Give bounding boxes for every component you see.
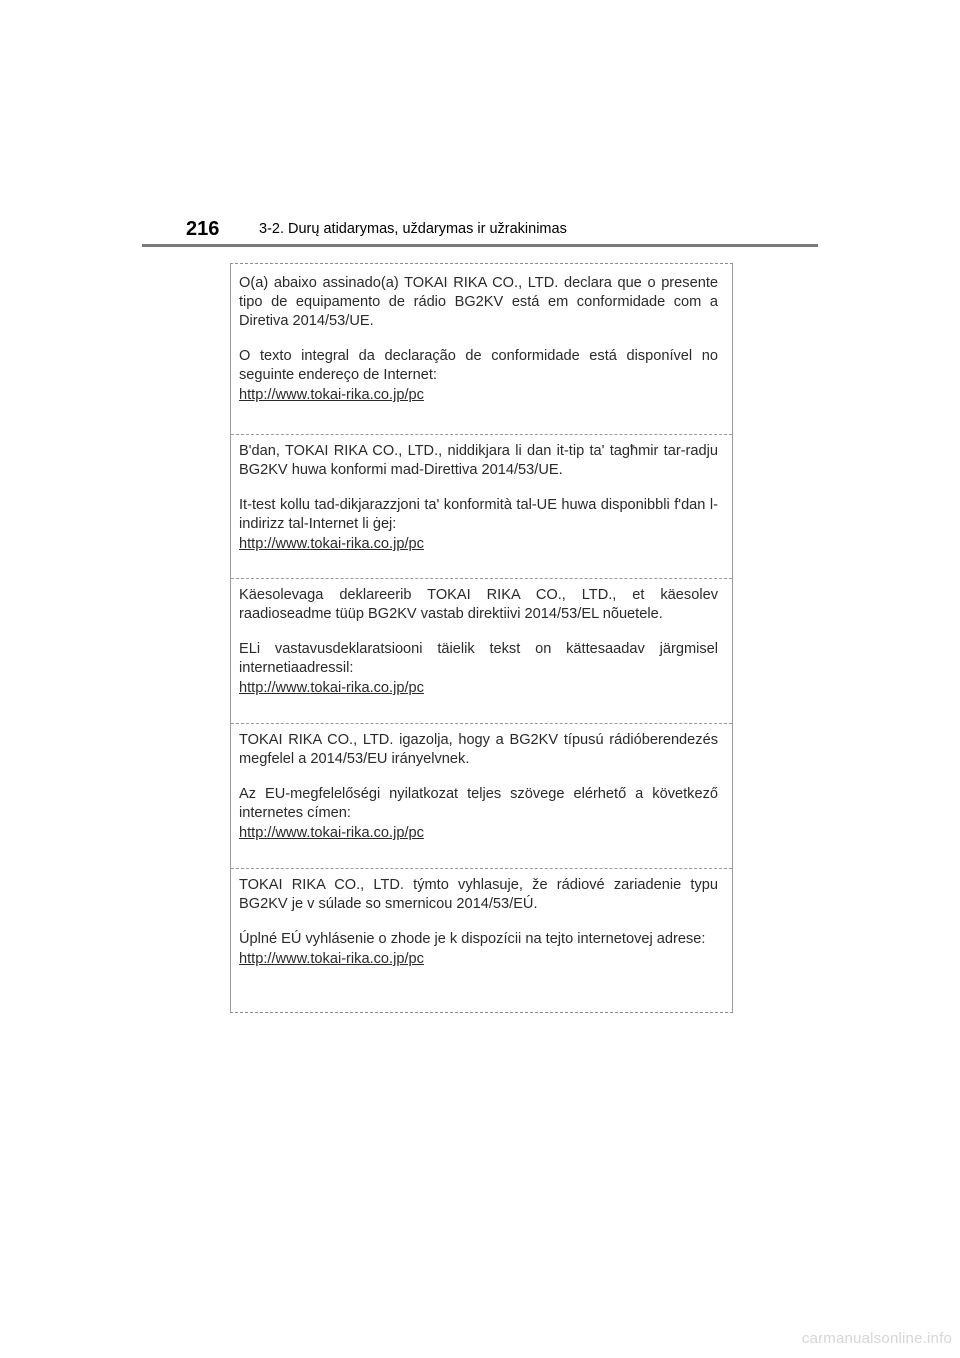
declaration-statement: B'dan, TOKAI RIKA CO., LTD., niddikjara li dan it-tip ta' tagħmir tar-radju BG2KV huwa konformi mad-Direttiva 2014/53/UE. xyxy=(239,443,718,478)
declaration-availability: It-test kollu tad-dikjarazzjoni ta' konformità tal-UE huwa disponibbli f'dan l-indirizz tal-Internet li ġej: xyxy=(239,497,718,532)
declaration-link[interactable]: http://www.tokai-rika.co.jp/pc xyxy=(239,536,424,552)
declaration-link[interactable]: http://www.tokai-rika.co.jp/pc xyxy=(239,387,424,403)
declaration-availability: ELi vastavusdeklaratsiooni täielik tekst on kättesaadav järgmisel internetiaadressil: xyxy=(239,641,718,676)
watermark: carmanualsonline.info xyxy=(801,1330,952,1347)
declaration-maltese xyxy=(231,434,732,578)
declaration-portuguese xyxy=(231,264,732,434)
declaration-statement: TOKAI RIKA CO., LTD. igazolja, hogy a BG2KV típusú rádióberendezés megfelel a 2014/53/EU irányelvnek. xyxy=(239,732,718,767)
declaration-statement: O(a) abaixo assinado(a) TOKAI RIKA CO., LTD. declara que o presente tipo de equipamento de rádio BG2KV está em conformidade com a Diretiva 2014/53/UE. xyxy=(239,275,718,329)
declaration-statement: Käesolevaga deklareerib TOKAI RIKA CO., LTD., et käesolev raadioseadme tüüp BG2KV vastab direktiivi 2014/53/EL nõuetele. xyxy=(239,587,718,622)
declaration-link[interactable]: http://www.tokai-rika.co.jp/pc xyxy=(239,825,424,841)
declaration-hungarian xyxy=(231,723,732,868)
declaration-slovak xyxy=(231,868,732,1014)
page-number: 216 xyxy=(186,218,220,240)
declarations-table xyxy=(230,263,733,1013)
declaration-availability: Az EU-megfelelőségi nyilatkozat teljes szövege elérhető a következő internetes címen: xyxy=(239,786,718,821)
page-header xyxy=(142,214,818,244)
declaration-availability: O texto integral da declaração de conformidade está disponível no seguinte endereço de Internet: xyxy=(239,348,718,383)
chapter-title: 3-2. Durų atidarymas, uždarymas ir užrakinimas xyxy=(259,221,567,237)
declaration-availability: Úplné EÚ vyhlásenie o zhode je k dispozícii na tejto internetovej adrese: xyxy=(239,931,706,947)
declaration-link[interactable]: http://www.tokai-rika.co.jp/pc xyxy=(239,680,424,696)
declaration-estonian xyxy=(231,578,732,723)
declaration-statement: TOKAI RIKA CO., LTD. týmto vyhlasuje, že rádiové zariadenie typu BG2KV je v súlade so smernicou 2014/53/EÚ. xyxy=(239,877,718,912)
declaration-link[interactable]: http://www.tokai-rika.co.jp/pc xyxy=(239,951,424,967)
header-rule xyxy=(142,244,818,247)
